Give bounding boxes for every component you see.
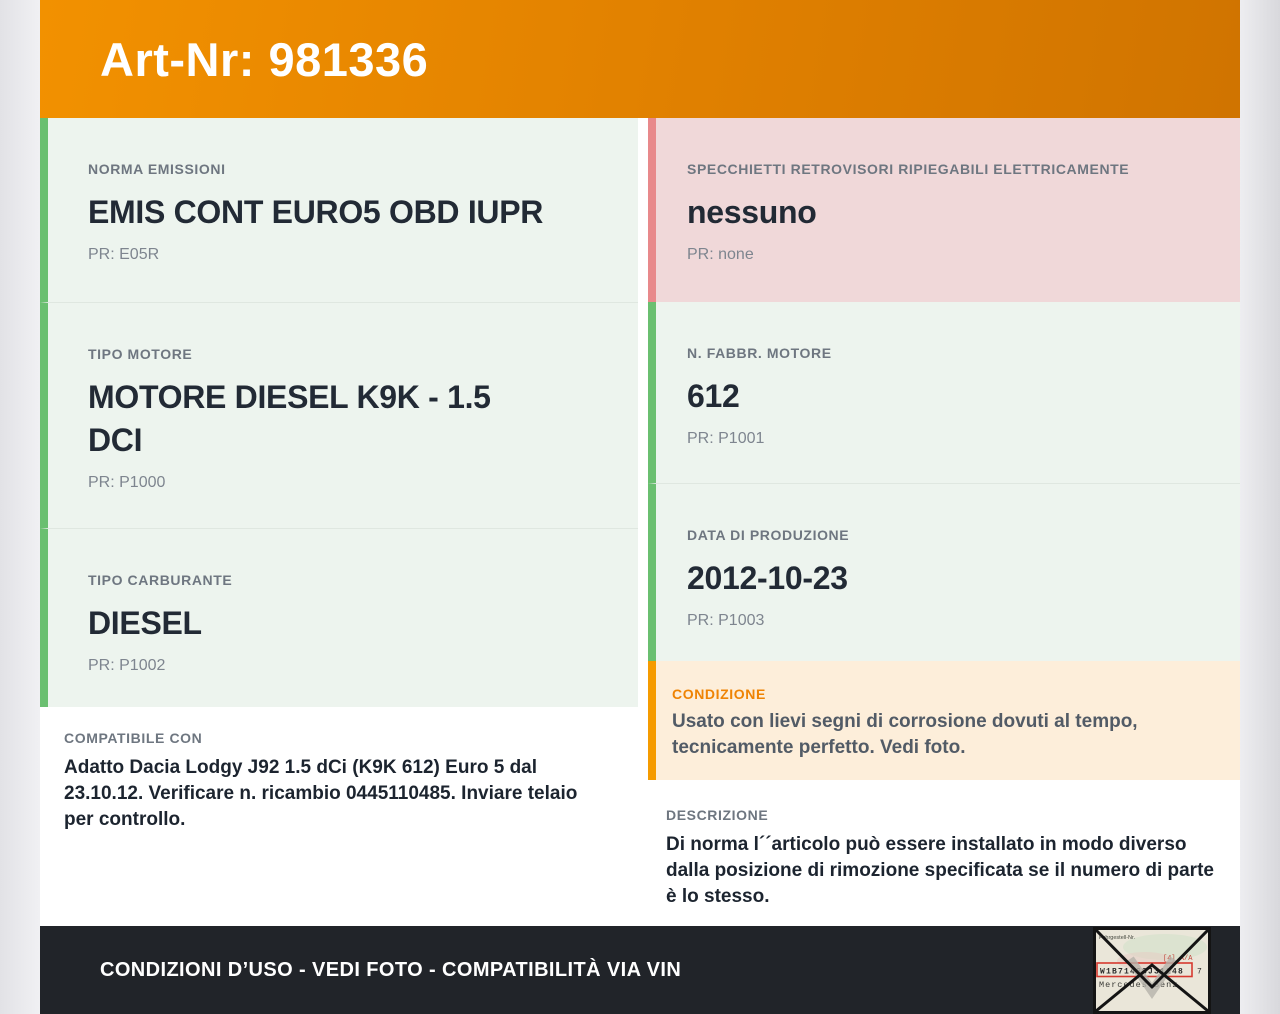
pr-code: PR: P1002 [88, 657, 166, 674]
vin-document-photo [1093, 927, 1211, 1014]
brand-text: Mercedes-Benz [1099, 980, 1179, 990]
field-label: TIPO CARBURANTE [88, 572, 233, 588]
card-tipo-carburante [40, 528, 638, 707]
spec-card-grid [40, 118, 1240, 926]
pr-code: PR: none [687, 246, 754, 263]
pr-code: PR: P1001 [687, 430, 765, 447]
left-column [40, 118, 638, 926]
card-data-di-produzione [648, 483, 1240, 661]
card-specchietti-retrovisori [648, 118, 1240, 302]
pr-code: PR: E05R [88, 246, 160, 263]
field-value: nessuno [687, 194, 817, 230]
listing-panel [40, 0, 1240, 1014]
right-column [648, 118, 1240, 926]
pr-code: PR: P1000 [88, 474, 166, 491]
vin-text: W1B71463J31248 [1100, 967, 1185, 977]
field-label: DESCRIZIONE [666, 807, 769, 823]
field-label: COMPATIBILE CON [64, 730, 203, 746]
page-title: Art-Nr: 981336 [100, 32, 429, 86]
compatibility-text: Adatto Dacia Lodgy J92 1.5 dCi (K9K 612) Euro 5 dal 23.10.12. Verificare n. ricambio 0445110485. Inviare telaio per controllo. [64, 757, 578, 830]
field-label: CONDIZIONE [672, 686, 766, 702]
card-norma-emissioni [40, 118, 638, 302]
field-value: 2012-10-23 [687, 560, 848, 596]
card-n-fabbr-motore [648, 302, 1240, 483]
field-label: TIPO MOTORE [88, 346, 193, 362]
footer-notice-text: CONDIZIONI D’USO - VEDI FOTO - COMPATIBILITÀ VIA VIN [100, 958, 682, 981]
condition-text: Usato con lievi segni di corrosione dovuti al tempo, tecnicamente perfetto. Vedi foto. [672, 711, 1138, 758]
card-condizione [648, 661, 1240, 780]
card-compatibile-con [40, 707, 638, 926]
field-value: DIESEL [88, 605, 202, 641]
field-value: EMIS CONT EURO5 OBD IUPR [88, 194, 544, 230]
field-value: 612 [687, 378, 740, 414]
card-descrizione [648, 780, 1240, 926]
description-text: Di norma l´´articolo può essere installato in modo diverso dalla posizione di rimozione specificata se il numero di parte è lo stesso. [666, 834, 1214, 907]
fahrgestell-label: Fahrgestell-Nr. [1099, 935, 1136, 941]
field-label: N. FABBR. MOTORE [687, 345, 832, 361]
vin-suffix-text: 7 [1197, 967, 1202, 977]
footer-bar [40, 926, 1240, 1014]
stamp-text: [4] A/A [1163, 955, 1193, 963]
field-label: NORMA EMISSIONI [88, 161, 226, 177]
card-tipo-motore [40, 302, 638, 528]
article-number-header [40, 0, 1240, 118]
field-label: SPECCHIETTI RETROVISORI RIPIEGABILI ELETTRICAMENTE [687, 161, 1130, 177]
pr-code: PR: P1003 [687, 612, 765, 629]
field-value: MOTORE DIESEL K9K - 1.5 DCI [88, 379, 491, 458]
field-label: DATA DI PRODUZIONE [687, 527, 850, 543]
